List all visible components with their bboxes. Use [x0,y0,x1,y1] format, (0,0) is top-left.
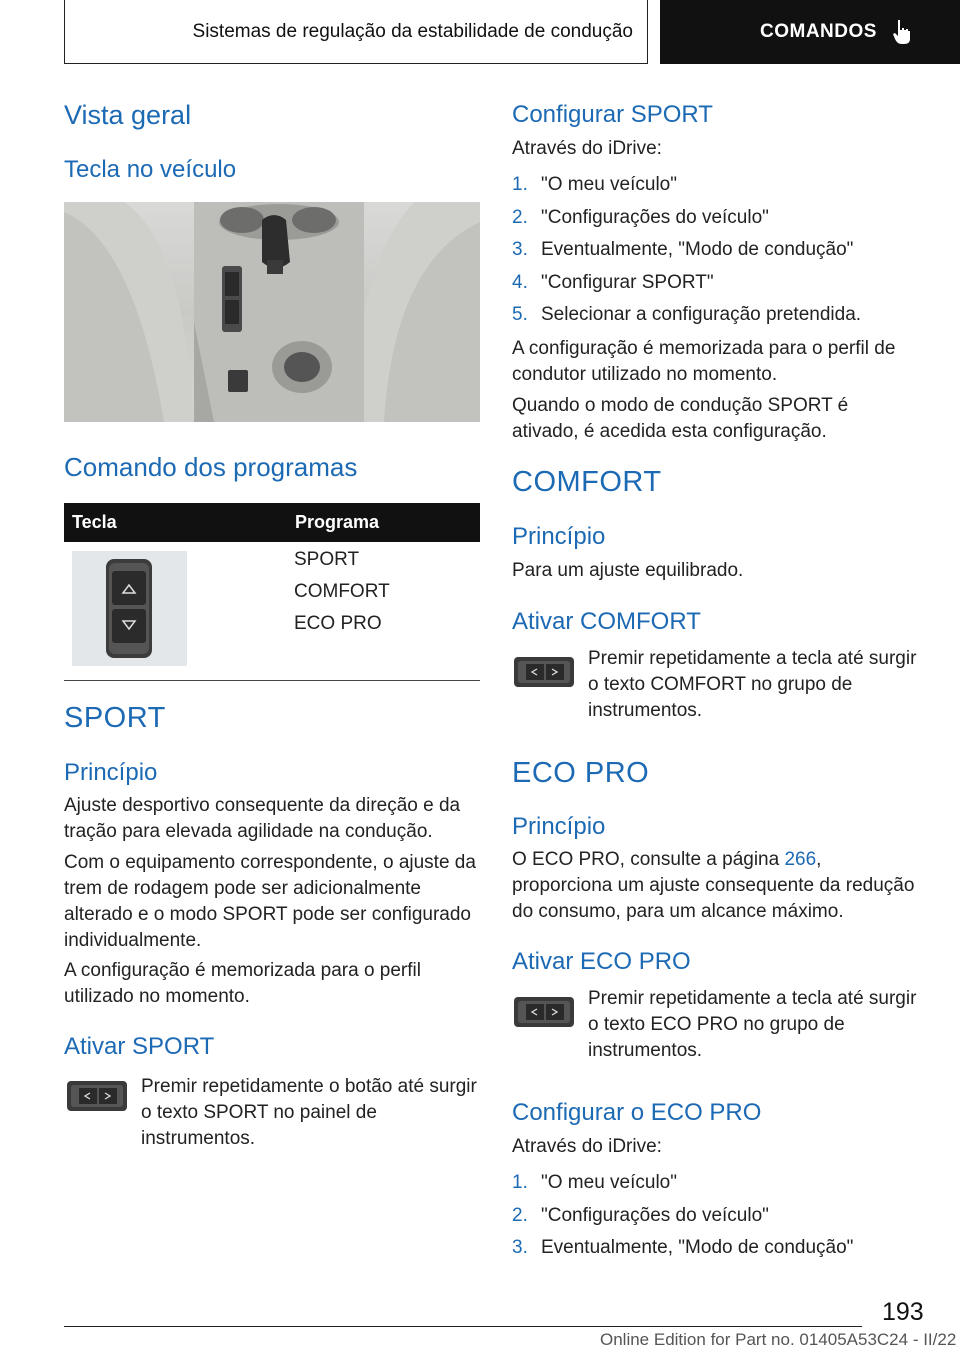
mode-toggle-icon [513,996,575,1028]
configure-sport-title: Configurar SPORT [512,101,713,128]
activate-comfort-title: Ativar COMFORT [512,608,701,635]
ecopro-title: ECO PRO [512,757,650,789]
table-bottom-rule [64,680,480,681]
ecopro-principle-text: O ECO PRO, consulte a página 266, proporciona um ajuste consequente da redução do consumo, para um alcance máximo. [512,849,915,922]
activate-sport-title: Ativar SPORT [64,1033,215,1060]
section-title: Sistemas de regulação da estabilidade de condução [192,20,633,42]
program-control-title: Comando dos programas [64,452,358,482]
activate-comfort-text: Premir repetidamente a tecla até surgir o texto COMFORT no grupo de instrumentos. [588,648,917,721]
key-in-vehicle-title: Tecla no veículo [64,156,237,183]
comfort-principle-text: Para um ajuste equilibrado. [512,560,744,581]
configure-sport-memory-text: A configuração é memorizada para o perfil de condutor utilizado no momento. [512,338,896,385]
chapter-title: COMANDOS [760,21,877,42]
programs-table-header [64,503,480,542]
mode-toggle-icon [66,1080,128,1112]
list-item: 2. "Configurações do veículo" [512,206,769,228]
program-switch-image [72,551,187,666]
page-number: 193 [882,1298,924,1326]
center-console-photo [64,202,480,422]
activate-sport-text: Premir repetidamente o botão até surgir o texto SPORT no painel de instrumentos. [141,1076,477,1149]
sport-memory-text: A configuração é memorizada para o perfil utilizado no momento. [64,960,421,1007]
comfort-principle-title: Princípio [512,523,606,550]
header-section-title [64,0,648,64]
pointing-hand-icon [891,19,915,45]
configure-ecopro-title: Configurar o ECO PRO [512,1099,762,1126]
program-ecopro: ECO PRO [294,613,382,634]
header-chapter [660,0,960,64]
list-item: 4. "Configurar SPORT" [512,271,714,293]
sport-principle-text: Ajuste desportivo consequente da direção e da tração para elevada agilidade na condução. [64,795,461,842]
table-col-program: Programa [295,512,380,532]
configure-ecopro-steps [512,1172,853,1270]
table-col-key: Tecla [72,512,117,532]
sport-title: SPORT [64,702,166,734]
list-item: 1. "O meu veículo" [512,174,677,195]
page-link[interactable]: 266 [784,849,817,870]
list-item: 2. "Configurações do veículo" [512,1204,769,1226]
list-item: 3. Eventualmente, "Modo de condução" [512,239,854,260]
sport-principle-title: Princípio [64,759,158,786]
configure-sport-steps [512,174,861,337]
list-item: 3. Eventualmente, "Modo de condução" [512,1237,854,1258]
program-sport: SPORT [294,549,360,570]
activate-ecopro-title: Ativar ECO PRO [512,948,691,975]
mode-toggle-icon [513,656,575,688]
ecopro-principle-title: Princípio [512,813,606,840]
list-item: 5. Selecionar a configuração pretendida. [512,304,862,325]
comfort-title: COMFORT [512,466,662,498]
overview-title: Vista geral [64,100,192,130]
edition-note: Online Edition for Part no. 01405A53C24 - II/22 [600,1330,957,1349]
sport-chassis-text: Com o equipamento correspondente, o ajuste da trem de rodagem pode ser adicionalmente alterado e o modo SPORT pode ser configurado individualmente. [64,852,476,951]
footer-rule [64,1326,862,1327]
configure-ecopro-intro: Através do iDrive: [512,1136,662,1157]
activate-ecopro-text: Premir repetidamente a tecla até surgir o texto ECO PRO no grupo de instrumentos. [588,988,917,1061]
configure-sport-activation-text: Quando o modo de condução SPORT é ativado, é acedida esta configuração. [512,395,849,442]
list-item: 1. "O meu veículo" [512,1172,677,1193]
configure-sport-intro: Através do iDrive: [512,138,662,159]
program-comfort: COMFORT [294,581,390,602]
